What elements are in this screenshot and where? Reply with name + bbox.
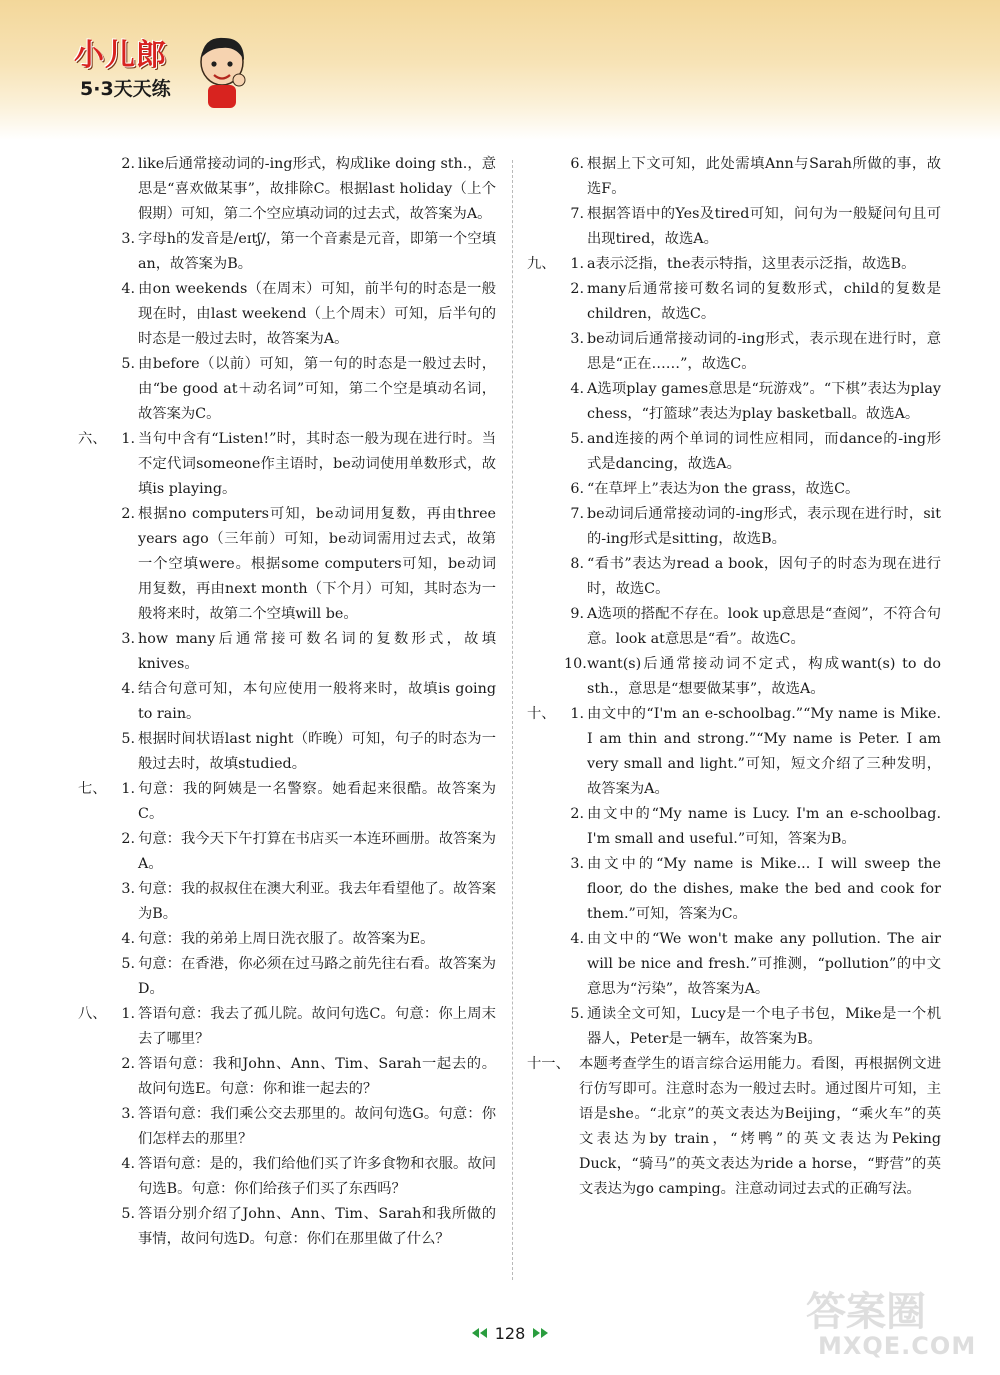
- logo-title: 小儿郎: [74, 38, 167, 73]
- brand-logo: [74, 30, 244, 110]
- item-text: 根据答语中的Yes及tired可知，问句为一般疑问句且可出现tired，故选A。: [587, 206, 941, 247]
- section-8: [78, 1002, 496, 1252]
- next-arrows-icon: [533, 1328, 548, 1338]
- item-number: 3.: [121, 631, 135, 647]
- answer-item: [115, 677, 496, 727]
- answer-item: [564, 277, 941, 327]
- section-label: 九、: [527, 256, 556, 272]
- section-label: 十、: [527, 706, 556, 722]
- logo-subtitle: 5·3天天练: [80, 78, 171, 100]
- item-number: 8.: [570, 556, 584, 572]
- answer-item: [115, 227, 496, 277]
- answer-item: [115, 1052, 496, 1102]
- item-text: 句意：我的阿姨是一名警察。她看起来很酷。故答案为C。: [138, 781, 496, 822]
- section-7: [78, 777, 496, 1002]
- item-number: 3.: [570, 331, 584, 347]
- section-label: 十一、: [527, 1056, 570, 1072]
- item-text: like后通常接动词的-ing形式，构成like doing sth.，意思是“喜欢做某事”，故排除C。根据last holiday（上个假期）可知，第二个空应填动词的过去式，故答案为A。: [138, 156, 496, 222]
- mascot-boy-icon: [192, 30, 252, 110]
- item-number: 4.: [121, 1156, 135, 1172]
- answer-item: [115, 827, 496, 877]
- item-text: 由文中的“My name is Mike... I will sweep the floor, do the dishes, make the bed and cook for them.”可知，答案为C。: [587, 856, 941, 922]
- item-text: 由文中的“My name is Lucy. I'm an e-schoolbag. I'm small and useful.”可知，答案为B。: [587, 806, 941, 847]
- item-number: 4.: [121, 931, 135, 947]
- item-number: 2.: [121, 506, 135, 522]
- item-number: 7.: [570, 506, 584, 522]
- answer-item: [564, 377, 941, 427]
- answer-item: [564, 427, 941, 477]
- answer-item: [115, 877, 496, 927]
- item-text: many后通常接可数名词的复数形式，child的复数是children，故选C。: [587, 281, 941, 322]
- item-number: 2.: [121, 1056, 135, 1072]
- answer-item: [564, 927, 941, 1002]
- answer-item: [115, 277, 496, 352]
- answer-item: [115, 502, 496, 627]
- item-text: a表示泛指，the表示特指，这里表示泛指，故选B。: [587, 256, 916, 272]
- item-text: 由before（以前）可知，第一句的时态是一般过去时，由“be good at＋动名词”可知，第二个空是填动名词，故答案为C。: [138, 356, 496, 422]
- item-text: “在草坪上”表达为on the grass，故选C。: [587, 481, 860, 497]
- item-number: 1.: [570, 256, 584, 272]
- item-number: 2.: [121, 156, 135, 172]
- item-number: 7.: [570, 206, 584, 222]
- item-number: 2.: [570, 281, 584, 297]
- item-text: 由文中的“I'm an e-schoolbag.”“My name is Mike. I am thin and strong.”“My name is Peter. I am very small and light.”可知，短文介绍了三种发明，故答案为A。: [587, 706, 941, 797]
- answer-item: [564, 1002, 941, 1052]
- section-10: [527, 702, 941, 1052]
- answer-item: [564, 327, 941, 377]
- section-6: [78, 427, 496, 777]
- item-number: 1.: [121, 1006, 135, 1022]
- watermark: [800, 1280, 995, 1370]
- item-text: be动词后通常接动词的-ing形式，表示现在进行时，意思是“正在……”，故选C。: [587, 331, 941, 372]
- item-number: 3.: [121, 231, 135, 247]
- section-label: 七、: [78, 781, 107, 797]
- item-number: 1.: [570, 706, 584, 722]
- watermark-text: 答案圈: [806, 1289, 926, 1335]
- item-number: 5.: [570, 431, 584, 447]
- item-text: 句意：我今天下午打算在书店买一本连环画册。故答案为A。: [138, 831, 496, 872]
- item-text: want(s)后通常接动词不定式，构成want(s) to do sth.，意思是“想要做某事”，故选A。: [587, 656, 941, 697]
- answer-item: [115, 1202, 496, 1252]
- item-text: 答语句意：我和John、Ann、Tim、Sarah一起去的。故问句选E。句意：你和谁一起去的？: [138, 1056, 496, 1097]
- item-text: be动词后通常接动词的-ing形式，表示现在进行时，sit的-ing形式是sitting，故选B。: [587, 506, 941, 547]
- prev-arrows-icon: [472, 1328, 487, 1338]
- section-label: 六、: [78, 431, 107, 447]
- item-text: 结合句意可知，本句应使用一般将来时，故填is going to rain。: [138, 681, 496, 722]
- item-text: 当句中含有“Listen!”时，其时态一般为现在进行时。当不定代词someone作主语时，be动词使用单数形式，故填is playing。: [138, 431, 496, 497]
- item-number: 2.: [121, 831, 135, 847]
- item-number: 5.: [121, 1206, 135, 1222]
- item-text: 答语分别介绍了John、Ann、Tim、Sarah和我所做的事情，故问句选D。句意：你们在那里做了什么？: [138, 1206, 496, 1247]
- section-label: 八、: [78, 1006, 107, 1022]
- answer-item: [115, 1002, 496, 1052]
- answer-item: [115, 627, 496, 677]
- item-text: 句意：我的弟弟上周日洗衣服了。故答案为E。: [138, 931, 435, 947]
- item-number: 9.: [570, 606, 584, 622]
- column-divider: [512, 160, 513, 1280]
- answer-item: [564, 202, 941, 252]
- item-number: 6.: [570, 481, 584, 497]
- answer-item: [115, 952, 496, 1002]
- section-text: 本题考查学生的语言综合运用能力。看图，再根据例文进行仿写即可。注意时态为一般过去时。通过图片可知，主语是she。“北京”的英文表达为Beijing，“乘火车”的英文表达为by train，“烤鸭”的英文表达为Peking Duck，“骑马”的英文表达为ride a horse，“野营”的英文表达为go camping。注意动词过去式的正确写法。: [579, 1056, 941, 1197]
- section-9: [527, 252, 941, 702]
- item-text: and连接的两个单词的词性应相同，而dance的-ing形式是dancing，故选A。: [587, 431, 941, 472]
- answer-item: [564, 152, 941, 202]
- item-text: 答语句意：我去了孤儿院。故问句选C。句意：你上周末去了哪里？: [138, 1006, 496, 1047]
- section-continuation: [78, 152, 496, 427]
- right-column: [527, 152, 941, 1202]
- item-text: 句意：在香港，你必须在过马路之前先往右看。故答案为D。: [138, 956, 496, 997]
- item-text: 根据上下文可知，此处需填Ann与Sarah所做的事，故选F。: [587, 156, 941, 197]
- left-column: [78, 152, 496, 1252]
- item-text: how many后通常接可数名词的复数形式，故填knives。: [138, 631, 496, 672]
- item-text: 由文中的“We won't make any pollution. The air will be nice and fresh.”可推测，“pollution”的中文意思为“污染”，故答案为A。: [587, 931, 941, 997]
- page-number: 128: [494, 1323, 526, 1343]
- item-number: 5.: [121, 356, 135, 372]
- item-number: 5.: [121, 956, 135, 972]
- item-text: A选项的搭配不存在。look up意思是“查阅”，不符合句意。look at意思是“看”。故选C。: [587, 606, 941, 647]
- answer-item: [115, 1152, 496, 1202]
- item-number: 1.: [121, 431, 135, 447]
- item-number: 5.: [570, 1006, 584, 1022]
- item-text: A选项play games意思是“玩游戏”。“下棋”表达为play chess，“打篮球”表达为play basketball。故选A。: [587, 381, 941, 422]
- item-number: 2.: [570, 806, 584, 822]
- item-text: 通读全文可知，Lucy是一个电子书包，Mike是一个机器人，Peter是一辆车，故答案为B。: [587, 1006, 941, 1047]
- item-number: 6.: [570, 156, 584, 172]
- item-number: 3.: [121, 881, 135, 897]
- watermark-url: MXQE.COM: [818, 1332, 977, 1360]
- item-number: 1.: [121, 781, 135, 797]
- answer-item: [115, 727, 496, 777]
- answer-item: [115, 1102, 496, 1152]
- item-number: 3.: [570, 856, 584, 872]
- item-text: 由on weekends（在周末）可知，前半句的时态是一般现在时，由last weekend（上个周末）可知，后半句的时态是一般过去时，故答案为A。: [138, 281, 496, 347]
- item-text: 答语句意：是的，我们给他们买了许多食物和衣服。故问句选B。句意：你们给孩子们买了东西吗？: [138, 1156, 496, 1197]
- answer-item: [564, 477, 941, 502]
- item-number: 10.: [564, 656, 587, 672]
- answer-item: [564, 252, 941, 277]
- item-text: 答语句意：我们乘公交去那里的。故问句选G。句意：你们怎样去的那里？: [138, 1106, 496, 1147]
- item-text: 根据时间状语last night（昨晚）可知，句子的时态为一般过去时，故填studied。: [138, 731, 496, 772]
- page-footer: [445, 1318, 575, 1348]
- item-number: 4.: [570, 931, 584, 947]
- answer-item: [115, 352, 496, 427]
- answer-item: [564, 502, 941, 552]
- item-number: 4.: [121, 281, 135, 297]
- item-text: 根据no computers可知，be动词用复数，再由three years ago（三年前）可知，be动词需用过去式，故第一个空填were。根据some computers可知，be动词用复数，再由next month（下个月）可知，其时态为一般将来时，故第二个空填will be。: [138, 506, 496, 622]
- answer-item: [564, 802, 941, 852]
- item-text: 字母h的发音是/eɪtʃ/，第一个音素是元音，即第一个空填an，故答案为B。: [138, 231, 496, 272]
- answer-item: [115, 427, 496, 502]
- item-number: 4.: [570, 381, 584, 397]
- item-text: 句意：我的叔叔住在澳大利亚。我去年看望他了。故答案为B。: [138, 881, 496, 922]
- answer-item: [115, 777, 496, 827]
- answer-item: [564, 702, 941, 802]
- item-number: 4.: [121, 681, 135, 697]
- item-text: “看书”表达为read a book，因句子的时态为现在进行时，故选C。: [587, 556, 941, 597]
- answer-item: [115, 152, 496, 227]
- answer-item: [564, 602, 941, 652]
- answer-item: [564, 652, 941, 702]
- item-number: 3.: [121, 1106, 135, 1122]
- section-11: [527, 1052, 941, 1202]
- answer-item: [564, 552, 941, 602]
- section-continuation: [527, 152, 941, 252]
- answer-item: [115, 927, 496, 952]
- item-number: 5.: [121, 731, 135, 747]
- answer-item: [564, 852, 941, 927]
